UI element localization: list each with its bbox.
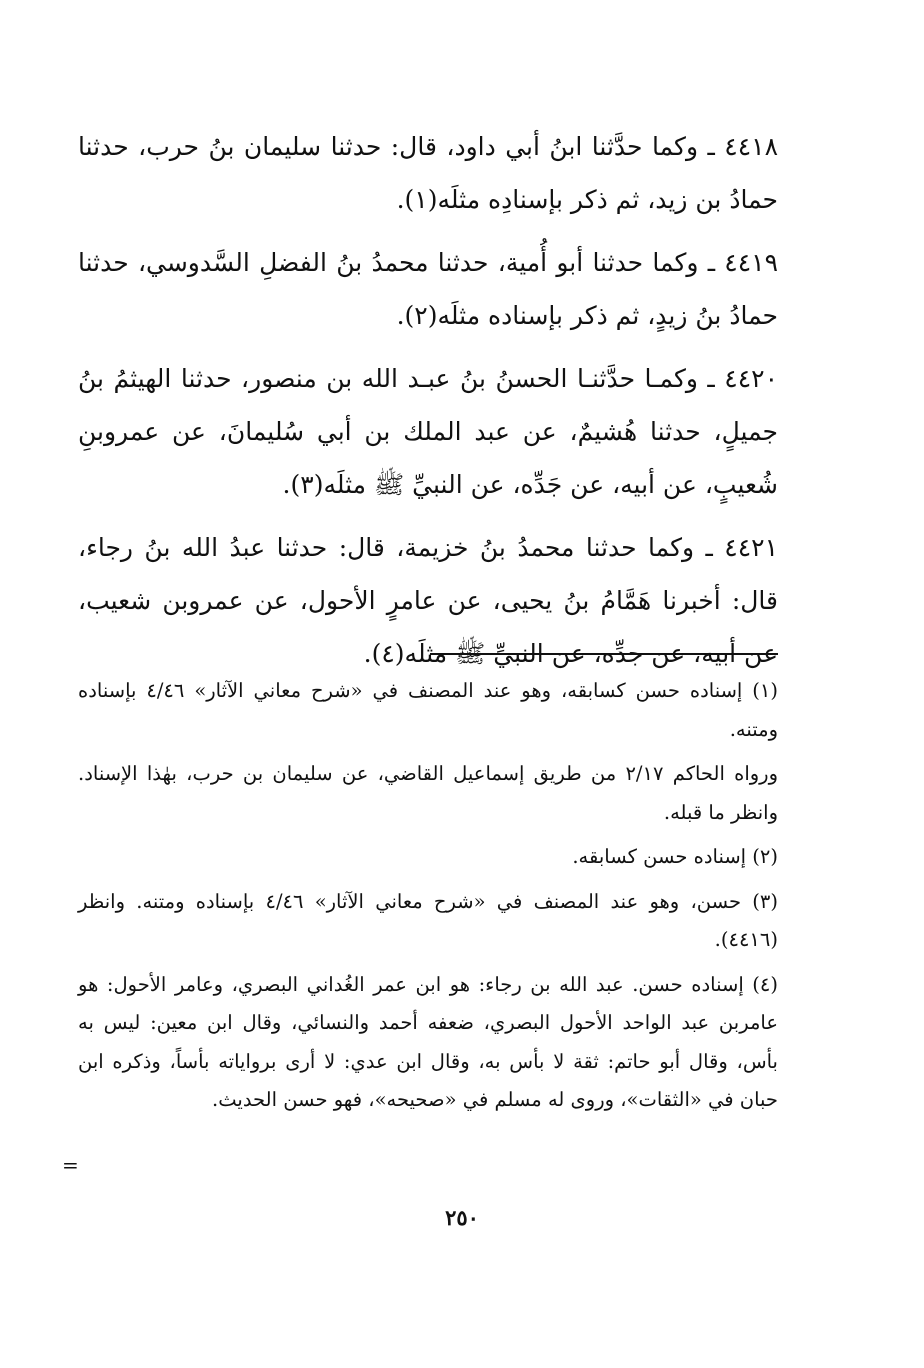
footnote-4: (٤) إسناده حسن. عبد الله بن رجاء: هو ابن عمر الغُداني البصري، وعامر الأحول: هو عامربن عبد الواحد الأحول البصري، ضعفه أحمد والنسائي، وقال ابن معين: ليس به بأس، وقال أبو حاتم: ثقة لا بأس به، وقال ابن عدي: لا أرى برواياته بأساً، وذكره ابن حبان في «الثقات»، وروى له مسلم في «صحيحه»، فهو حسن الحديث. (78, 972, 778, 1111)
footnote-separator (430, 653, 778, 655)
footnote-1-continued: ورواه الحاكم ٢/١٧ من طريق إسماعيل القاضي، عن سليمان بن حرب، بهٰذا الإسناد. وانظر ما قبله. (78, 762, 779, 824)
footnote-2: (٢) إسناده حسن كسابقه. (572, 845, 778, 868)
footnote-3: (٣) حسن، وهو عند المصنف في «شرح معاني الآثار» ٤/٤٦ بإسناده ومتنه. وانظر (٤٤١٦). (78, 889, 778, 951)
hadith-4419: ٤٤١٩ ـ وكما حدثنا أبو أُمية، حدثنا محمدُ بنُ الفضلِ السَّدوسي، حدثنا حمادُ بنُ زيدٍ، ثم ذكر بإسناده مثلَه(٢). (78, 248, 778, 330)
hadith-4421: ٤٤٢١ ـ وكما حدثنا محمدُ بنُ خزيمة، قال: حدثنا عبدُ الله بنُ رجاء، قال: أخبرنا هَمَّامُ بنُ يحيى، عن عامرٍ الأحول، عن عمروبن شعيب، عن أبيه، عن جدِّه، عن النبيِّ ﷺ مثلَه(٤). (78, 533, 778, 668)
continuation-mark: = (62, 1153, 79, 1177)
footnote-1: (١) إسناده حسن كسابقه، وهو عند المصنف في «شرح معاني الآثار» ٤/٤٦ بإسناده ومتنه. (78, 679, 778, 741)
main-text (78, 120, 778, 690)
hadith-4420: ٤٤٢٠ ـ وكمـا حدَّثنـا الحسنُ بنُ عبـد الله بن منصور، حدثنا الهيثمُ بنُ جميلٍ، حدثنا هُشيمٌ، عن عبد الملك بن أبي سُليمانَ، عن عمروبنِ شُعيبٍ، عن أبيه، عن جَدِّه، عن النبيِّ ﷺ مثلَه(٣). (78, 364, 778, 499)
footnotes (78, 672, 778, 1126)
hadith-4418: ٤٤١٨ ـ وكما حدَّثنا ابنُ أبي داود، قال: حدثنا سليمان بنُ حرب، حدثنا حمادُ بن زيد، ثم ذكر بإسنادِه مثلَه(١). (78, 132, 778, 214)
page-number: ٢٥٠ (445, 1205, 479, 1230)
